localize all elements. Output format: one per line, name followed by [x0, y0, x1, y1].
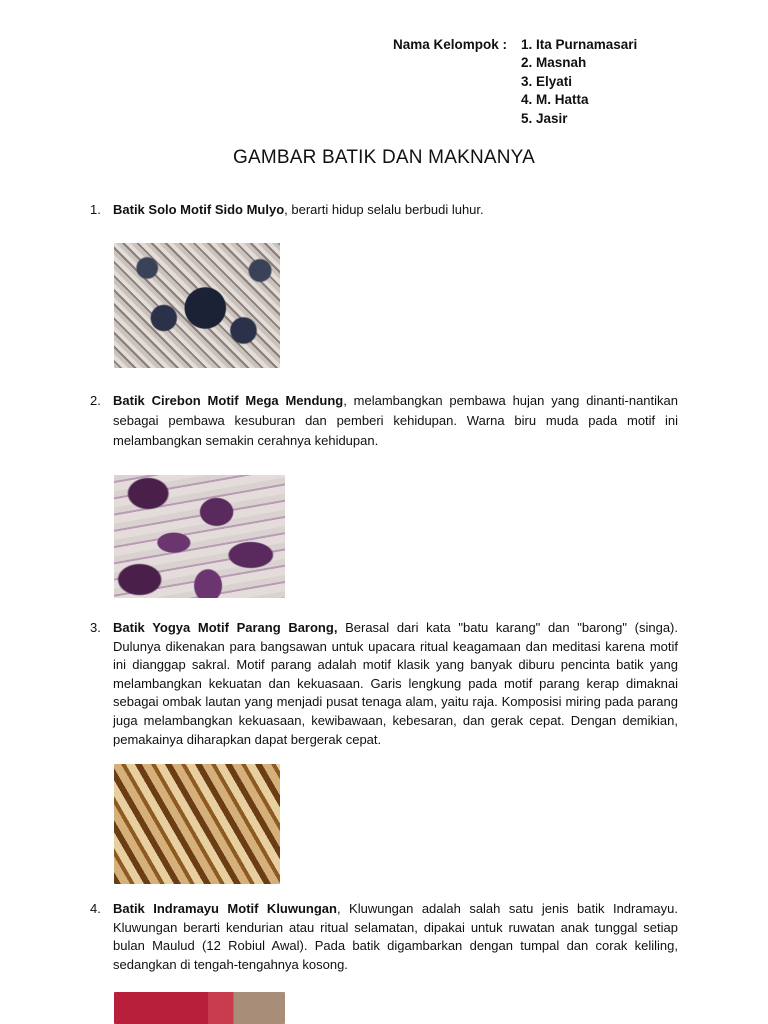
- batik-mega-mendung-image: [114, 475, 285, 598]
- item-text: [113, 619, 678, 749]
- item-number: 3.: [90, 620, 101, 635]
- batik-kluwungan-image: [114, 992, 285, 1024]
- member-list: [521, 36, 637, 128]
- item-title: Batik Indramayu Motif Kluwungan: [113, 901, 337, 916]
- member-item: 4. M. Hatta: [521, 92, 589, 108]
- member-item: 3. Elyati: [521, 73, 573, 89]
- member-item: 1. Ita Purnamasari: [521, 37, 638, 52]
- item-title: Batik Solo Motif Sido Mulyo: [113, 202, 285, 217]
- item-text: [113, 391, 678, 451]
- batik-item-2: [90, 391, 678, 451]
- item-number: 1.: [90, 202, 101, 217]
- item-title: Batik Cirebon Motif Mega Mendung: [113, 393, 344, 408]
- item-description: , Kluwungan adalah salah satu jenis batik Indramayu. Kluwungan berarti kendurian atau ritual selamatan, dipakai untuk ruwatan anak tunggal setiap bulan Maulud (12 Robiul Awal). Pada batik digambarkan dengan tumpal dan corak keliling, sedangkan di tengah-tengahnya kosong.: [113, 901, 678, 972]
- item-number: 2.: [90, 393, 101, 408]
- item-description: Berasal dari kata "batu karang" dan "barong" (singa). Dulunya dikenakan para bangsawan untuk upacara ritual keagamaan dan meditasi karena motif ini dianggap sakral. Motif parang adalah motif klasik yang banyak diburu pencinta batik yang melambangkan kekuatan dan kekuasaan. Garis lengkung pada motif parang kerap dimaknai sebagai ombak lautan yang menjadi pusat tenaga alam, yaitu raja. Komposisi miring pada parang juga melambangkan kekuasaan, kewibawaan, kebesaran, dan gerak cepat. Dengan demikian, pemakainya diharapkan dapat bergerak cepat.: [113, 620, 678, 747]
- item-title: Batik Yogya Motif Parang Barong,: [113, 620, 338, 635]
- batik-item-1: [90, 200, 678, 220]
- batik-parang-barong-image: [114, 764, 280, 884]
- item-text: [113, 200, 678, 220]
- group-label: Nama Kelompok :: [393, 37, 508, 52]
- item-description: , melambangkan pembawa hujan yang dinanti-nantikan sebagai pembawa kesuburan dan pemberi kehidupan. Warna biru muda pada motif ini melambangkan semakin cerahnya kehidupan.: [113, 393, 678, 448]
- batik-item-4: [90, 900, 678, 974]
- item-text: [113, 900, 678, 974]
- batik-sido-mulyo-image: [114, 243, 280, 368]
- group-members: [393, 36, 637, 128]
- item-description: , berarti hidup selalu berbudi luhur.: [284, 202, 484, 217]
- item-number: 4.: [90, 901, 101, 916]
- page-title: GAMBAR BATIK DAN MAKNANYA: [232, 147, 535, 168]
- batik-item-3: [90, 619, 678, 749]
- member-item: 5. Jasir: [521, 110, 568, 126]
- member-item: 2. Masnah: [521, 55, 587, 71]
